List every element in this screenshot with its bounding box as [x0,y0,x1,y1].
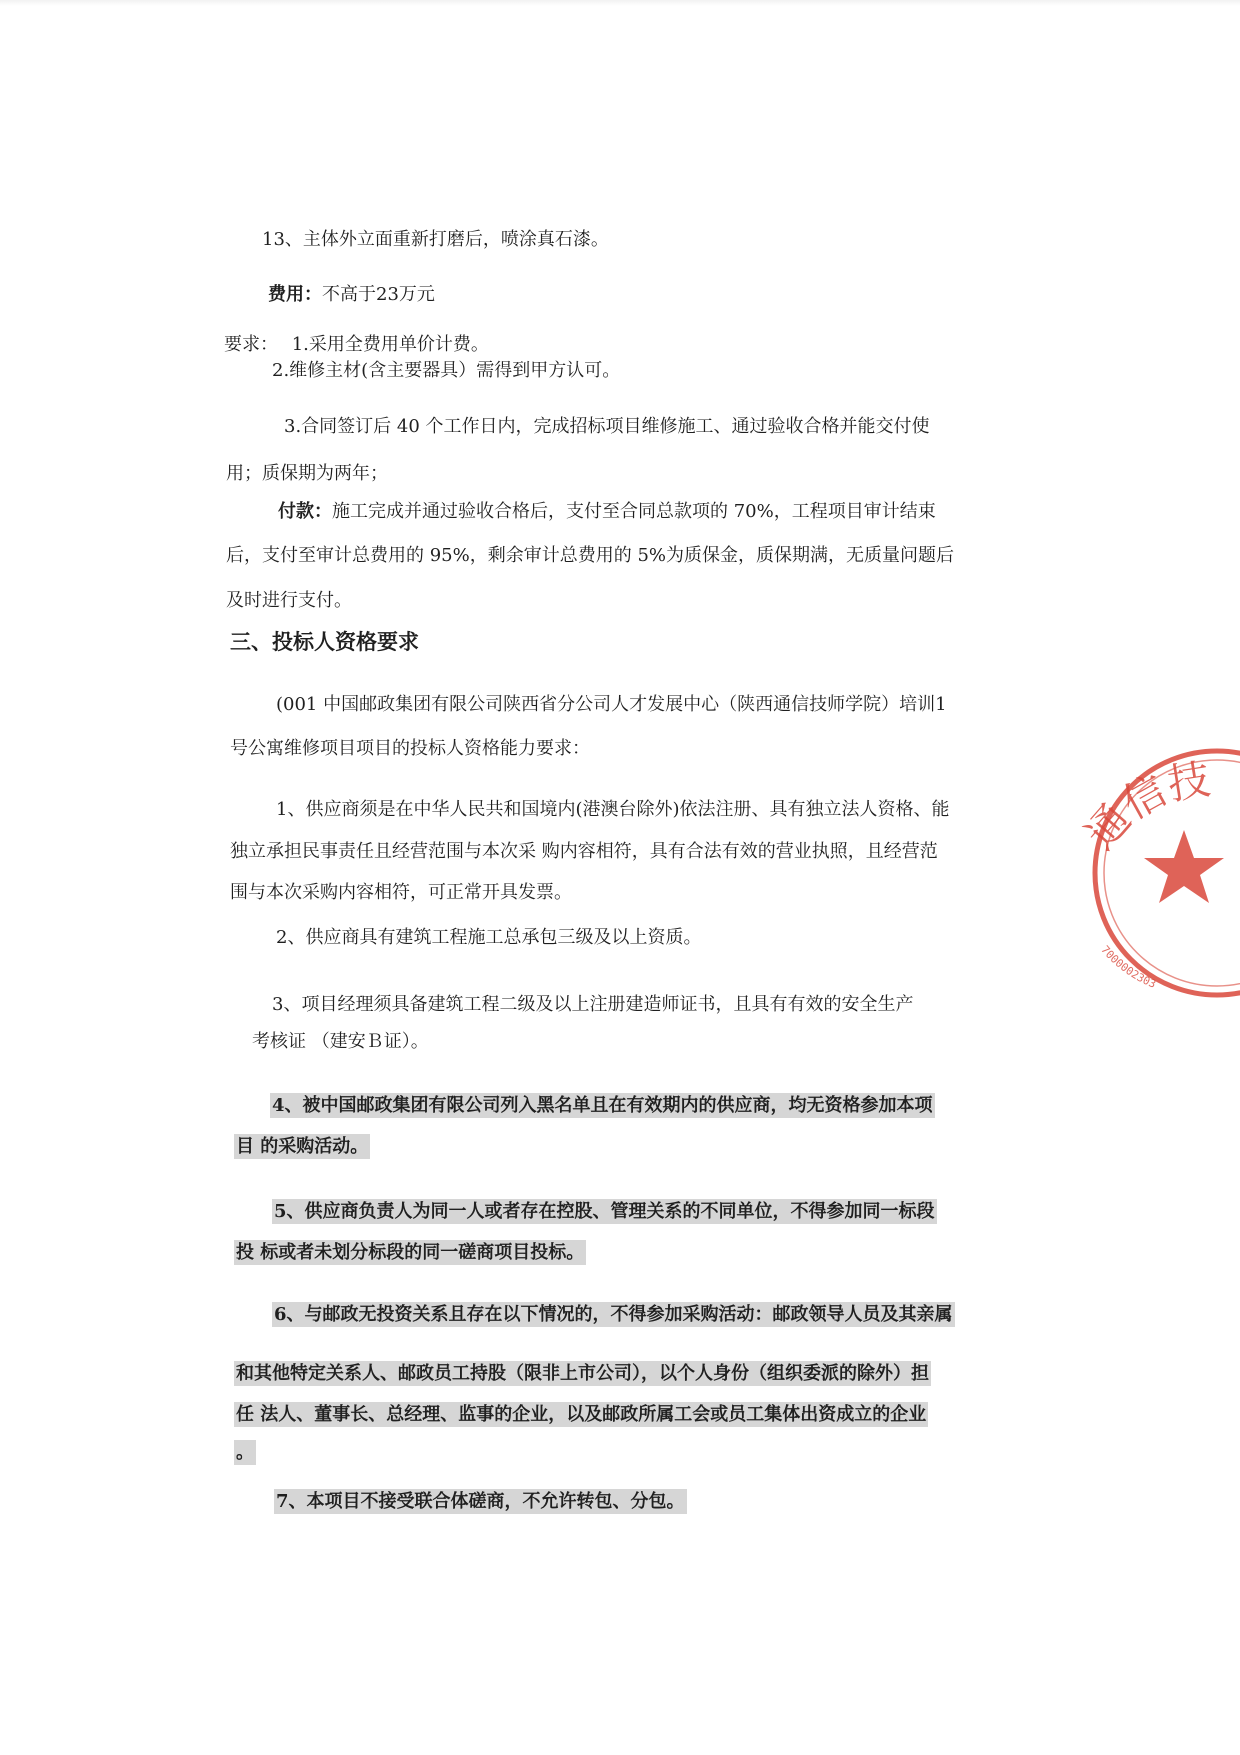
qualification-1-line-1: 1、供应商须是在中华人民共和国境内(港澳台除外)依法注册、具有独立法人资格、能 [276,799,950,820]
qualification-2: 2、供应商具有建筑工程施工总承包三级及以上资质。 [276,927,702,948]
qualification-6-line-4 [234,1441,256,1465]
section-3-heading: 三、投标人资格要求 [230,629,419,654]
fee-line [268,283,435,307]
fee-value: 不高于23万元 [322,284,435,305]
qualification-3-line-1: 3、项目经理须具备建筑工程二级及以上注册建造师证书，且具有有效的安全生产 [272,994,914,1015]
qualification-6-text-2: 和其他特定关系人、邮政员工持股（限非上市公司），以个人身份（组织委派的除外）担 [236,1363,929,1384]
item-13: 13、主体外立面重新打磨后，喷涂真石漆。 [262,229,609,250]
qualification-5-line-1 [272,1200,937,1224]
qualification-7-text: 7、本项目不接受联合体磋商，不允许转包、分包。 [276,1491,685,1512]
qualification-6-text-4: 。 [236,1442,254,1463]
qualification-1-line-3: 围与本次采购内容相符，可正常开具发票。 [230,882,572,903]
intro-line-2: 号公寓维修项目项目的投标人资格能力要求： [230,738,590,759]
payment-line-2: 后，支付至审计总费用的 95%，剩余审计总费用的 5%为质保金，质保期满，无质量问题后 [226,545,955,566]
qualification-6-text-3: 任 法人、董事长、总经理、监事的企业，以及邮政所属工会或员工集体出资成立的企业 [236,1404,927,1425]
qualification-6-line-1 [272,1303,955,1327]
seal-number: 7000002303 [1098,943,1158,991]
seal-stamp-icon [1072,748,1240,998]
qualification-6-text-1: 6、与邮政无投资关系且存在以下情况的，不得参加采购活动：邮政领导人员及其亲属 [274,1304,953,1325]
intro-line-1: (001 中国邮政集团有限公司陕西省分公司人才发展中心（陕西通信技师学院）培训1 [276,694,947,715]
qualification-6-line-2 [234,1362,931,1386]
requirement-2: 2.维修主材(含主要器具）需得到甲方认可。 [272,360,621,381]
qualification-4-line-1 [270,1094,935,1118]
qualification-5-text-2: 投 标或者未划分标段的同一磋商项目投标。 [236,1242,585,1263]
qualification-4-text-1: 4、被中国邮政集团有限公司列入黑名单且在有效期内的供应商，均无资格参加本项 [272,1095,933,1116]
qualification-3-line-2: 考核证 （建安Ｂ证）。 [252,1031,429,1052]
qualification-1-line-2: 独立承担民事责任且经营范围与本次采 购内容相符，具有合法有效的营业执照，且经营范 [230,841,938,862]
qualification-4-text-2: 目 的采购活动。 [236,1136,369,1157]
qualification-5-text-1: 5、供应商负责人为同一人或者存在控股、管理关系的不同单位，不得参加同一标段 [274,1201,935,1222]
scan-edge [0,0,1240,6]
seal-text-top: 通信技 [1075,754,1214,859]
requirement-3-line-2: 用；质保期为两年； [226,463,388,484]
qualification-5-line-2 [234,1241,586,1265]
payment-label: 付款： [278,501,332,522]
payment-line-1 [278,500,936,524]
requirement-label: 要求： [224,334,278,355]
qualification-7-line [274,1490,687,1514]
requirement-1: 1.采用全费用单价计费。 [291,334,489,355]
qualification-6-line-3 [234,1403,928,1427]
payment-line-3: 及时进行支付。 [226,590,352,611]
requirement-3-line-1: 3.合同签订后 40 个工作日内，完成招标项目维修施工、通过验收合格并能交付使 [284,416,930,437]
qualification-4-line-2 [234,1135,370,1159]
official-seal [1072,748,1240,998]
payment-text-1: 施工完成并通过验收合格后，支付至合同总款项的 70%，工程项目审计结束 [332,501,936,522]
fee-label: 费用： [268,284,322,305]
requirement-1-line [224,333,489,357]
